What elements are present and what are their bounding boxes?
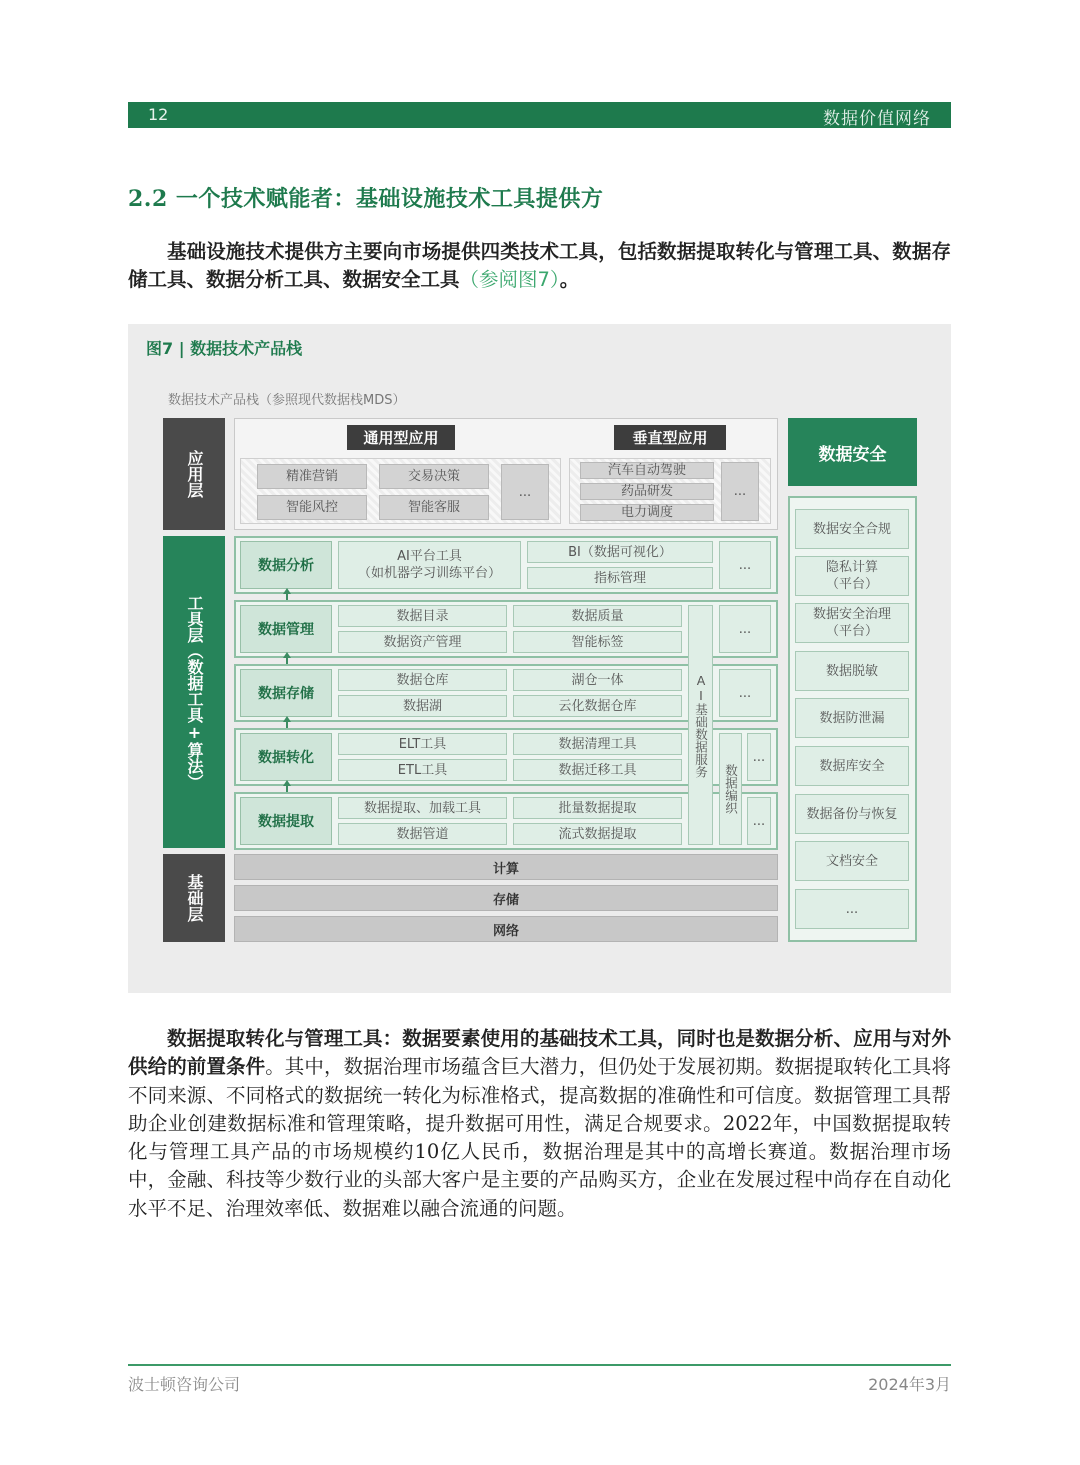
- tool-item: AI平台工具 （如机器学习训练平台）: [338, 541, 521, 589]
- base-item-compute: 计算: [234, 854, 778, 880]
- security-item: ...: [795, 889, 909, 929]
- tool-item: 数据管道: [338, 823, 507, 845]
- layer-label-app: [163, 418, 225, 530]
- tool-item: 云化数据仓库: [513, 695, 682, 717]
- tool-item: 数据质量: [513, 605, 682, 627]
- tool-item: BI（数据可视化）: [527, 541, 713, 563]
- footer-rule: [128, 1364, 951, 1366]
- layer-label-base-text: 基础层: [185, 874, 204, 922]
- tool-label-analysis: 数据分析: [240, 541, 332, 589]
- tool-item: 数据目录: [338, 605, 507, 627]
- layer-label-tools: [163, 536, 225, 848]
- body-paragraph: [128, 1025, 951, 1223]
- security-item: 隐私计算 （平台）: [795, 556, 909, 596]
- security-item: 文档安全: [795, 841, 909, 881]
- app-item: 汽车自动驾驶: [580, 462, 714, 479]
- tool-label-storage: 数据存储: [240, 669, 332, 717]
- tool-label-management: 数据管理: [240, 605, 332, 653]
- security-item: 数据备份与恢复: [795, 794, 909, 834]
- tool-more: ...: [747, 733, 771, 781]
- figure-reference-link[interactable]: （参阅图7）: [459, 268, 560, 292]
- tool-item: 批量数据提取: [513, 797, 682, 819]
- flow-arrow-icon: [283, 652, 291, 658]
- tool-more: ...: [719, 669, 771, 717]
- intro-text: 基础设施技术提供方主要向市场提供四类技术工具，包括数据提取转化与管理工具、数据存储工具、数据分析工具、数据安全工具: [128, 240, 951, 292]
- flow-arrow-icon: [283, 716, 291, 722]
- app-more: ...: [501, 464, 549, 520]
- figure-title: 图7 | 数据技术产品栈: [146, 339, 303, 358]
- running-header: [128, 102, 951, 128]
- tool-item: ETL工具: [338, 759, 507, 781]
- intro-paragraph: [128, 238, 951, 295]
- tool-item: 数据提取、加载工具: [338, 797, 507, 819]
- security-title: 数据安全: [788, 418, 917, 486]
- footer-company: 波士顿咨询公司: [128, 1375, 241, 1394]
- app-more: ...: [721, 462, 759, 521]
- app-item: 交易决策: [379, 464, 489, 489]
- tool-item: 数据清理工具: [513, 733, 682, 755]
- tool-item: 指标管理: [527, 567, 713, 589]
- layer-label-base: [163, 854, 225, 942]
- tool-item: 数据仓库: [338, 669, 507, 691]
- tool-label-extract: 数据提取: [240, 797, 332, 845]
- security-item: 数据防泄漏: [795, 698, 909, 738]
- tool-item: 数据湖: [338, 695, 507, 717]
- figure-subtitle: 数据技术产品栈（参照现代数据栈MDS）: [168, 393, 406, 408]
- tool-item: 数据迁移工具: [513, 759, 682, 781]
- flow-arrow-icon: [283, 588, 291, 594]
- intro-end: 。: [559, 268, 580, 292]
- security-item: 数据脱敏: [795, 651, 909, 691]
- app-item: 药品研发: [580, 483, 714, 500]
- security-item: 数据安全合规: [795, 509, 909, 549]
- security-item: 数据库安全: [795, 746, 909, 786]
- layer-label-tools-text: 工具层（数据工具+算法）: [185, 594, 204, 790]
- vertical-app-title: 垂直型应用: [614, 425, 726, 450]
- body-text: 。其中，数据治理市场蕴含巨大潜力，但仍处于发展初期。数据提取转化工具将不同来源、不同格式的数据统一转化为标准格式，提高数据的准确性和可信度。数据管理工具帮助企业创建数据标准和管理策略，提升数据可用性，满足合规要求。2022年，中国数据提取转化与管理工具产品的市场规模约10亿人民币，数据治理是其中的高增长赛道。数据治理市场中，金融、科技等少数行业的头部大客户是主要的产品购买方，企业在发展过程中尚存在自动化水平不足、治理效率低、数据难以融合流通的问题。: [128, 1055, 951, 1220]
- tool-item: 数据资产管理: [338, 631, 507, 653]
- base-item-network: 网络: [234, 916, 778, 942]
- tool-more: ...: [719, 541, 771, 589]
- security-item: 数据安全治理 （平台）: [795, 603, 909, 643]
- section-heading: 2.2 一个技术赋能者：基础设施技术工具提供方: [128, 186, 604, 212]
- tool-more: ...: [719, 605, 771, 653]
- data-orchestration: [719, 733, 742, 845]
- data-orchestration-text: 数据编织: [723, 764, 739, 814]
- tool-item: 智能标签: [513, 631, 682, 653]
- tool-more: ...: [747, 797, 771, 845]
- page-number: 12: [148, 105, 169, 124]
- tool-item: 流式数据提取: [513, 823, 682, 845]
- tool-item: ELT工具: [338, 733, 507, 755]
- general-app-title: 通用型应用: [347, 425, 455, 450]
- body-lead: 数据提取转化与管理工具：数据要素使用的基础技术工具，同时也是数据分析、应用与对外供给的前置条件: [128, 1027, 951, 1079]
- app-item: 电力调度: [580, 504, 714, 521]
- running-title: 数据价值网络: [823, 109, 931, 129]
- app-item: 智能客服: [379, 495, 489, 520]
- tool-label-transform: 数据转化: [240, 733, 332, 781]
- footer-date: 2024年3月: [868, 1375, 951, 1394]
- layer-label-app-text: 应用层: [185, 450, 204, 498]
- ai-data-service: [688, 605, 713, 845]
- flow-arrow-icon: [283, 780, 291, 786]
- base-item-storage: 存储: [234, 885, 778, 911]
- app-item: 智能风控: [257, 495, 367, 520]
- tool-item: 湖仓一体: [513, 669, 682, 691]
- ai-data-service-text: AI基础数据服务: [693, 672, 709, 778]
- app-item: 精准营销: [257, 464, 367, 489]
